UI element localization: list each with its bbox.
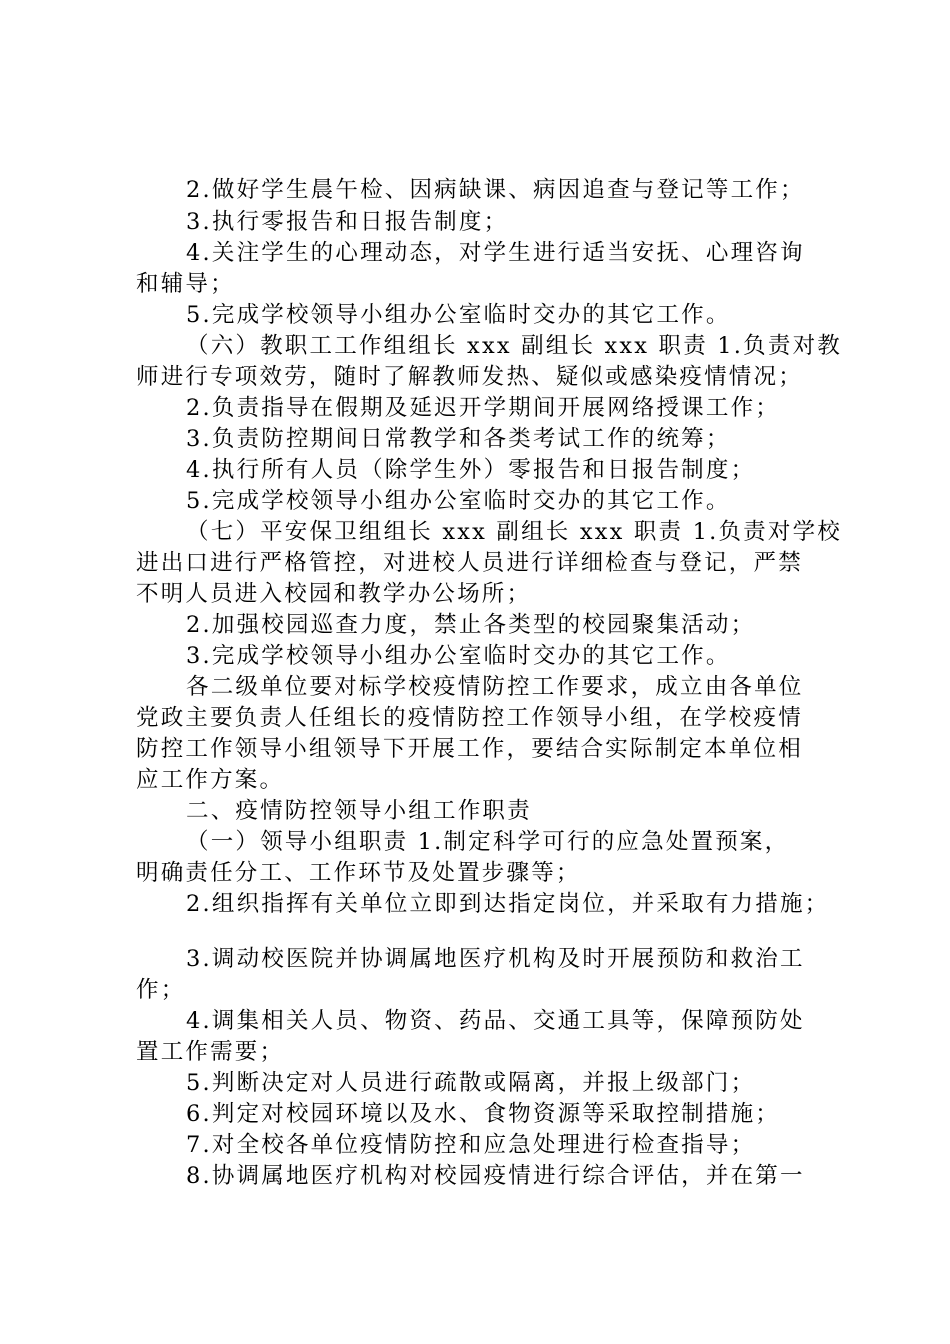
text-line: 4.调集相关人员、物资、药品、交通工具等，保障预防处 bbox=[186, 1008, 805, 1034]
text-line: 作； bbox=[136, 977, 186, 1003]
text-line: 2.加强校园巡查力度，禁止各类型的校园聚集活动； bbox=[186, 612, 756, 638]
text-line: 党政主要负责人任组长的疫情防控工作领导小组，在学校疫情 bbox=[136, 705, 803, 731]
text-line: 6.判定对校园环境以及水、食物资源等采取控制措施； bbox=[186, 1101, 780, 1127]
text-line: 7.对全校各单位疫情防控和应急处理进行检查指导； bbox=[186, 1132, 756, 1158]
text-line: 进出口进行严格管控，对进校人员进行详细检查与登记，严禁 bbox=[136, 550, 803, 576]
text-line: （六）教职工工作组组长 xxx 副组长 xxx 职责 1.负责对教 bbox=[186, 333, 842, 359]
section-heading: 二、疫情防控领导小组工作职责 bbox=[186, 798, 532, 824]
text-line: 4.关注学生的心理动态，对学生进行适当安抚、心理咨询 bbox=[186, 240, 805, 266]
text-line: 4.执行所有人员（除学生外）零报告和日报告制度； bbox=[186, 457, 756, 483]
text-line: 3.完成学校领导小组办公室临时交办的其它工作。 bbox=[186, 643, 731, 669]
text-line: 置工作需要； bbox=[136, 1039, 285, 1065]
text-line: 2.组织指挥有关单位立即到达指定岗位，并采取有力措施； bbox=[186, 891, 830, 917]
text-line: 5.完成学校领导小组办公室临时交办的其它工作。 bbox=[186, 488, 731, 514]
text-line: 2.负责指导在假期及延迟开学期间开展网络授课工作； bbox=[186, 395, 780, 421]
text-line: 2.做好学生晨午检、因病缺课、病因追查与登记等工作； bbox=[186, 177, 805, 203]
text-line: 5.判断决定对人员进行疏散或隔离，并报上级部门； bbox=[186, 1070, 756, 1096]
text-line: 明确责任分工、工作环节及处置步骤等； bbox=[136, 860, 581, 886]
text-line: 8.协调属地医疗机构对校园疫情进行综合评估，并在第一 bbox=[186, 1163, 805, 1189]
text-line: 3.负责防控期间日常教学和各类考试工作的统筹； bbox=[186, 426, 731, 452]
text-line: 3.调动校医院并协调属地医疗机构及时开展预防和救治工 bbox=[186, 946, 805, 972]
text-line: （一）领导小组职责 1.制定科学可行的应急处置预案， bbox=[186, 829, 790, 855]
text-line: （七）平安保卫组组长 xxx 副组长 xxx 职责 1.负责对学校 bbox=[186, 519, 842, 545]
text-line: 应工作方案。 bbox=[136, 767, 285, 793]
text-line: 师进行专项效劳，随时了解教师发热、疑似或感染疫情情况； bbox=[136, 364, 803, 390]
text-line: 5.完成学校领导小组办公室临时交办的其它工作。 bbox=[186, 302, 731, 328]
text-line: 各二级单位要对标学校疫情防控工作要求，成立由各单位 bbox=[186, 674, 804, 700]
text-line: 不明人员进入校园和教学办公场所； bbox=[136, 581, 532, 607]
text-line: 防控工作领导小组领导下开展工作，要结合实际制定本单位相 bbox=[136, 736, 803, 762]
text-line: 和辅导； bbox=[136, 271, 235, 297]
text-line: 3.执行零报告和日报告制度； bbox=[186, 209, 509, 235]
